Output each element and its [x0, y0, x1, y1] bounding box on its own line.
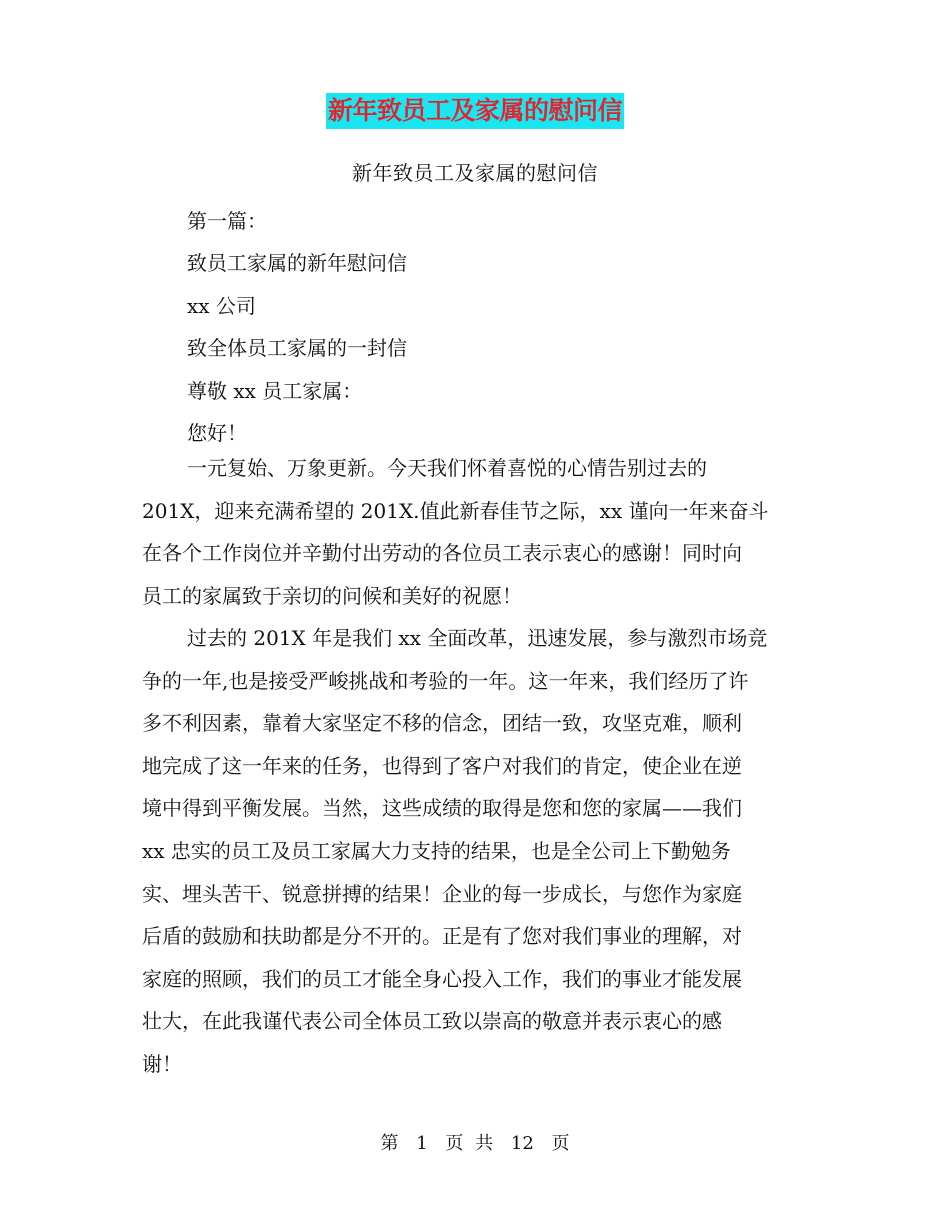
paragraph-line: 家庭的照顾，我们的员工才能全身心投入工作，我们的事业才能发展 — [142, 966, 742, 991]
paragraph-line: 201X，迎来充满希望的 201X.值此新春佳节之际，xx 谨向一年来奋斗 — [142, 498, 769, 523]
footer-mid: 页 共 — [445, 1133, 494, 1154]
section-label: 第一篇： — [187, 209, 267, 233]
paragraph-line: 壮大，在此我谨代表公司全体员工致以崇高的敬意并表示衷心的感 — [142, 1009, 722, 1034]
greeting: 您好！ — [187, 420, 247, 445]
main-title: 新年致员工及家属的慰问信 — [326, 93, 624, 129]
paragraph-line: 谢！ — [142, 1051, 182, 1076]
title-container — [0, 93, 950, 129]
paragraph-line: 地完成了这一年来的任务，也得到了客户对我们的肯定，使企业在逆 — [142, 753, 742, 778]
paragraph-line: 实、埋头苦干、锐意拼搏的结果！企业的每一步成长，与您作为家庭 — [142, 881, 742, 906]
total-pages: 12 — [510, 1133, 534, 1154]
paragraph-line: 后盾的鼓励和扶助都是分不开的。正是有了您对我们事业的理解，对 — [142, 924, 742, 949]
paragraph-line: xx 忠实的员工及员工家属大力支持的结果，也是全公司上下勤勉务 — [142, 838, 731, 863]
footer-suffix: 页 — [551, 1133, 570, 1154]
company-name: xx 公司 — [187, 293, 256, 318]
page-footer — [0, 1130, 950, 1158]
footer-prefix: 第 — [380, 1133, 399, 1154]
paragraph-2 — [142, 617, 767, 1086]
paragraph-line: 员工的家属致于亲切的问候和美好的祝愿！ — [142, 583, 522, 608]
subtitle: 新年致员工及家属的慰问信 — [352, 161, 598, 185]
paragraph-line: 多不利因素，靠着大家坚定不移的信念，团结一致，攻坚克难，顺利 — [142, 711, 742, 736]
paragraph-line: 一元复始、万象更新。今天我们怀着喜悦的心情告别过去的 — [187, 456, 707, 480]
letter-heading: 致员工家属的新年慰问信 — [187, 251, 407, 276]
header-lines — [187, 200, 407, 454]
paragraph-line: 境中得到平衡发展。当然，这些成绩的取得是您和您的家属——我们 — [142, 796, 742, 821]
paragraph-1 — [142, 447, 768, 617]
page-number: 1 — [416, 1133, 428, 1154]
paragraph-line: 在各个工作岗位并辛勤付出劳动的各位员工表示衷心的感谢！同时向 — [142, 541, 742, 566]
paragraph-line: 过去的 201X 年是我们 xx 全面改革，迅速发展，参与激烈市场竞 — [187, 626, 768, 650]
paragraph-line: 争的一年,也是接受严峻挑战和考验的一年。这一年来，我们经历了许 — [142, 668, 749, 693]
letter-subheading: 致全体员工家属的一封信 — [187, 336, 407, 361]
salutation: 尊敬 xx 员工家属： — [187, 378, 363, 403]
